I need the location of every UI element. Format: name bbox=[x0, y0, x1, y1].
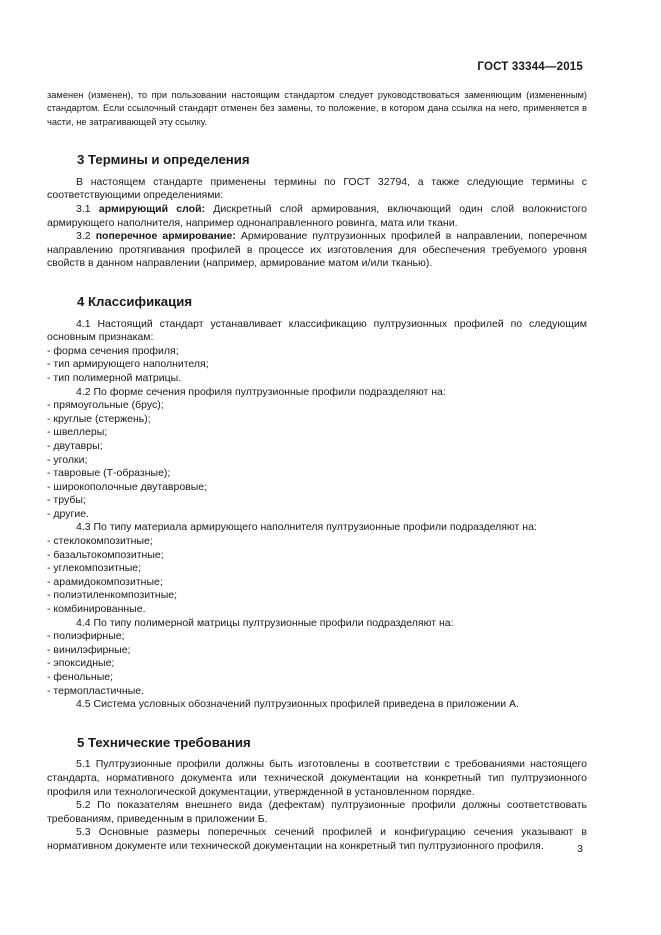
term-3-2-number: 3.2 bbox=[76, 230, 91, 243]
list-item: - полиэтиленкомпозитные; bbox=[47, 589, 178, 602]
page-number: 3 bbox=[577, 843, 583, 855]
term-3-1-definition: Дискретный слой армирования, включающий один слой волокнистого армирующего наполнителя, например однонаправленного ровинга, мата или ткани. bbox=[47, 203, 588, 229]
clause-4-5: 4.5 Система условных обозначений пултрузионных профилей приведена в приложении А. bbox=[76, 698, 519, 711]
clause-5-2: 5.2 По показателям внешнего вида (дефектам) пултрузионные профили должны соответствовать требованиям, приведенным в приложении Б. bbox=[47, 799, 587, 825]
list-item: - швеллеры; bbox=[47, 426, 108, 439]
intro-paragraph: заменен (изменен), то при пользовании настоящим стандартом следует руководствоваться заменяющим (измененным) стандартом. Если ссылочный стандарт отменен без замены, то положение, в котором дана ссылка на него, применяется в части, не затрагивающей эту ссылку. bbox=[47, 90, 587, 127]
list-item: - двутавры; bbox=[47, 439, 103, 452]
clause-4-2: 4.2 По форме сечения профиля пултрузионные профили подразделяют на: bbox=[76, 385, 446, 398]
page-content bbox=[47, 89, 587, 854]
list-item: - арамидокомпозитные; bbox=[47, 575, 163, 588]
clause-5-1: 5.1 Пултрузионные профили должны быть изготовлены в соответствии с требованиями настоящего стандарта, нормативного документа или технической документации на конкретный тип пултрузионного профиля или технологической документации, утвержденной в установленном порядке. bbox=[47, 758, 587, 798]
list-item: - углекомпозитные; bbox=[47, 562, 141, 575]
section-5-heading: 5 Технические требования bbox=[77, 734, 251, 750]
list-4-4 bbox=[47, 630, 587, 698]
list-item: - фенольные; bbox=[47, 671, 113, 683]
list-4-2 bbox=[47, 399, 587, 521]
list-item: - комбинированные. bbox=[47, 603, 146, 616]
list-4-1 bbox=[47, 345, 587, 386]
term-3-1-term: армирующий слой: bbox=[98, 203, 206, 215]
list-item: - эпоксидные; bbox=[47, 657, 115, 670]
term-3-1 bbox=[47, 203, 587, 230]
term-3-2-definition: Армирование пултрузионных профилей в направлении, поперечном направлению протягивания профилей в процессе их изготовления для обеспечения требуемого уровня свойств в данном направлении (например, армирование матом и/или тканью). bbox=[47, 230, 587, 270]
list-item: - форма сечения профиля; bbox=[47, 344, 179, 357]
list-item: - базальтокомпозитные; bbox=[47, 548, 164, 561]
clause-4-4: 4.4 По типу полимерной матрицы пултрузионные профили подразделяют на: bbox=[76, 616, 454, 629]
list-item: - стеклокомпозитные; bbox=[47, 535, 153, 548]
list-item: - полиэфирные; bbox=[47, 630, 125, 643]
list-item: - тавровые (Т-образные); bbox=[47, 467, 171, 480]
term-3-1-number: 3.1 bbox=[76, 203, 91, 215]
document-id-header: ГОСТ 33344—2015 bbox=[477, 61, 583, 73]
section-4-heading: 4 Классификация bbox=[77, 293, 193, 309]
list-4-3 bbox=[47, 535, 587, 617]
list-item: - уголки; bbox=[47, 453, 88, 466]
section-3-intro: В настоящем стандарте применены термины по ГОСТ 32794, а также следующие термины с соответствующими определениями: bbox=[47, 175, 587, 202]
list-item: - термопластичные. bbox=[47, 684, 144, 697]
list-item: - тип армирующего наполнителя; bbox=[47, 358, 209, 371]
clause-4-1: 4.1 Настоящий стандарт устанавливает классификацию пултрузионных профилей по следующим основным признакам: bbox=[47, 317, 587, 344]
clause-5-3: 5.3 Основные размеры поперечных сечений профилей и конфигурацию сечения указывают в нормативном документе или технической документации на конкретный тип пултрузионного профиля. bbox=[47, 826, 587, 852]
list-item: - круглые (стержень); bbox=[47, 412, 151, 425]
list-item: - тип полимерной матрицы. bbox=[47, 371, 182, 384]
list-item: - широкополочные двутавровые; bbox=[47, 480, 208, 493]
list-item: - трубы; bbox=[47, 494, 86, 507]
list-item: - винилэфирные; bbox=[47, 643, 131, 656]
term-3-2 bbox=[47, 230, 587, 271]
clause-4-3: 4.3 По типу материала армирующего наполнителя пултрузионные профили подразделяют на: bbox=[76, 521, 537, 534]
term-3-2-term: поперечное армирование: bbox=[95, 230, 236, 243]
section-3-heading: 3 Термины и определения bbox=[77, 152, 250, 168]
list-item: - другие. bbox=[47, 507, 89, 520]
list-item: - прямоугольные (брус); bbox=[47, 399, 164, 412]
